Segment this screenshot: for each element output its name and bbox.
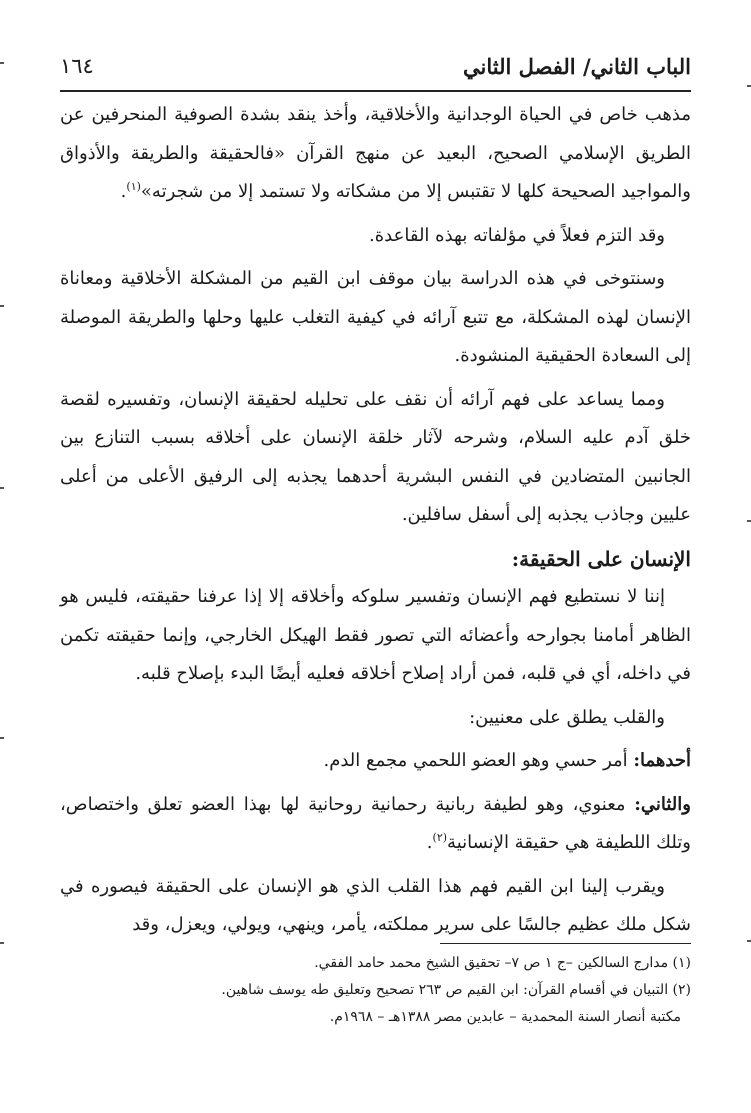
paragraph-1-end: . [120,181,127,202]
body-text [60,96,691,950]
footnote-ref-2: (٢) [432,831,448,844]
paragraph-8 [60,786,691,863]
footnote-2: (٢) التبيان في أقسام القرآن: ابن القيم ص ٢٦٣ تصحيح وتعليق طه يوسف شاهين. [221,982,691,998]
paragraph-7 [60,742,691,781]
paragraph-2: وقد التزم فعلاً في مؤلفاته بهذه القاعدة. [369,224,665,246]
scan-margin-mark [0,305,4,307]
header-rule [60,90,691,92]
scan-margin-mark [747,940,751,942]
definition-label-2: والثاني: [634,793,691,815]
footnote-1: (١) مدارج السالكين –ج ١ ص ٧– تحقيق الشيخ محمد حامد الفقي. [314,955,691,971]
paragraph-5: إننا لا نستطيع فهم الإنسان وتفسير سلوكه وأخلاقه إلا إذا عرفنا حقيقته، فليس هو الظاهر أمامنا بجوارحه وأعضائه التي تصور فقط الهيكل الخارجي، وإنما حقيقته تكمن في داخله، أي في قلبه، فمن أراد إصلاح أخلاقه فعليه أيضًا البدء بإصلاح قلبه. [60,586,691,684]
footnotes [60,950,691,1031]
scan-margin-mark [0,737,4,739]
definition-text-1: أمر حسي وهو العضو اللحمي مجمع الدم. [323,750,628,771]
paragraph-9: ويقرب إلينا ابن القيم فهم هذا القلب الذي هو الإنسان على الحقيقة فيصوره في شكل ملك عظيم جالسًا على سرير مملكته، يأمر، وينهي، ويولي، ويعزل، وقد [60,875,691,935]
running-header [60,42,691,90]
definition-label-1: أحدهما: [633,750,691,771]
footnote-2-continued: مكتبة أنصار السنة المحمدية – عابدين مصر ١٣٨٨هـ – ١٩٦٨م. [329,1009,681,1025]
scan-margin-mark [0,487,4,489]
scan-margin-mark [0,62,4,64]
paragraph-4: ومما يساعد على فهم آرائه أن نقف على تحليله لحقيقة الإنسان، وتفسيره لقصة خلق آدم عليه السلام، وشرحه لآثار خلقة الإنسان على أخلاقه بسبب التنازع بين الجانبين المتضادين في النفس البشرية أحدهما يجذبه إلى الرفيق الأعلى من أعلى عليين وجاذب يجذبه إلى أسفل سافلين. [60,388,691,525]
footnote-ref-1: (١) [126,180,141,193]
chapter-title: الباب الثاني/ الفصل الثاني [463,54,691,79]
scan-margin-mark [747,520,751,522]
paragraph-1 [60,96,691,212]
page-number: ١٦٤ [60,54,94,78]
paragraph-3: وسنتوخى في هذه الدراسة بيان موقف ابن القيم من المشكلة الأخلاقية ومعاناة الإنسان لهذه المشكلة، مع تتبع آرائه في كيفية التغلب عليها وحلها والطريقة الموصلة إلى السعادة الحقيقية المنشودة. [60,268,691,366]
footnote-rule [440,943,691,944]
scan-margin-mark [0,942,4,944]
paragraph-6: والقلب يطلق على معنيين: [469,706,665,728]
section-heading: الإنسان على الحقيقة: [511,546,691,571]
paragraph-8-end: . [426,832,433,853]
scan-margin-mark [747,85,751,87]
paragraph-1-text: مذهب خاص في الحياة الوجدانية والأخلاقية، وأخذ ينقد بشدة الصوفية المنحرفين عن الطريق الإسلامي الصحيح، البعيد عن منهج القرآن «فالحقيقة والطريقة والأذواق والمواجيد الصحيحة كلها لا تقتبس إلا من مشكاته ولا تستمد إلا من شجرته» [60,104,691,202]
definition-text-2: معنوي، وهو لطيفة ربانية رحمانية روحانية لها بهذا العضو تعلق واختصاص، وتلك اللطيفة هي حقيقة الإنسانية [60,793,691,853]
